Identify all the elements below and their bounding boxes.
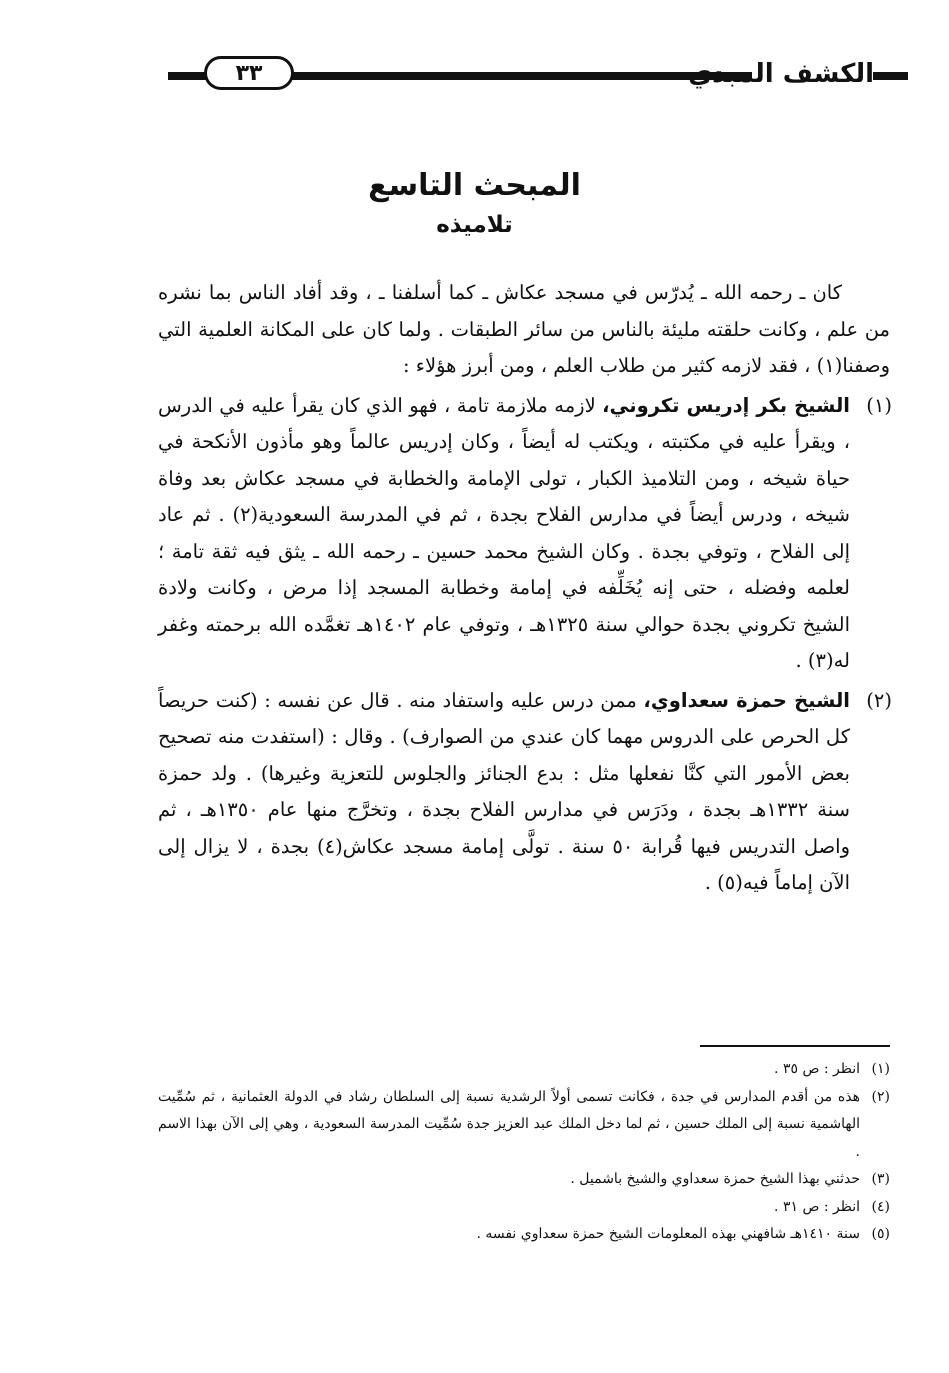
entry-number: (٢) bbox=[866, 688, 892, 712]
footnote-2 bbox=[158, 1084, 890, 1167]
section-title: المبحث التاسع bbox=[368, 168, 581, 203]
student-name: الشيخ بكر إدريس تكروني، bbox=[602, 393, 850, 417]
footnote-separator bbox=[700, 1045, 890, 1047]
footnote-text: هذه من أقدم المدارس في جدة ، فكانت تسمى أولاً الرشدية نسبة إلى السلطان رشاد في الدولة العثمانية ، ثم سُمِّيت الهاشمية نسبة إلى الملك حسين ، ثم لما دخل الملك عبد العزيز جدة سُمِّيت المدرسة السعودية ، وهي إلى الآن بهذا الاسم . bbox=[158, 1088, 860, 1160]
header-rule-middle bbox=[290, 72, 752, 80]
footnote-number: (٥) bbox=[871, 1226, 890, 1242]
entry-text: ممن درس عليه واستفاد منه . قال عن نفسه : (كنت حريصاً كل الحرص على الدروس مهما كان عندي من الصوارف) . وقال : (استفدت منه تصحيح بعض الأمور التي كنَّا نفعلها مثل : بدع الجنائز والجلوس للتعزية وغيرها) . ولد حمزة سنة ١٣٣٢هـ بجدة ، ودَرَس في مدارس الفلاح بجدة ، وتخرَّج منها عام ١٣٥٠هـ ، ثم واصل التدريس فيها قُرابة ٥٠ سنة . تولَّى إمامة مسجد عكاش(٤) بجدة ، لا يزال إلى الآن إماماً فيه(٥) . bbox=[158, 688, 850, 894]
section-subtitle: تلاميذه bbox=[436, 212, 513, 238]
entry-number: (١) bbox=[866, 393, 892, 417]
footnote-number: (٣) bbox=[871, 1171, 890, 1187]
footnote-number: (٤) bbox=[871, 1198, 890, 1215]
header-rule-right bbox=[873, 72, 908, 80]
footnote-4 bbox=[158, 1194, 890, 1222]
footnote-text: سنة ١٤١٠هـ شافهني بهذه المعلومات الشيخ حمزة سعداوي نفسه . bbox=[476, 1226, 860, 1242]
student-name: الشيخ حمزة سعداوي، bbox=[643, 688, 850, 712]
student-entry-1 bbox=[158, 388, 890, 680]
page-header bbox=[168, 52, 908, 96]
footnote-text: انظر : ص ٣١ . bbox=[774, 1198, 860, 1215]
student-entry-2 bbox=[158, 683, 890, 902]
footnote-number: (٢) bbox=[871, 1088, 890, 1105]
intro-paragraph: كان ـ رحمه الله ـ يُدرّس في مسجد عكاش ـ كما أسلفنا ـ ، وقد أفاد الناس بما نشره من علم ، وكانت حلقته مليئة بالناس من سائر الطبقات . ولما كان على المكانة العلمية التي وصفنا(١) ، فقد لازمه كثير من طلاب العلم ، ومن أبرز هؤلاء : bbox=[158, 281, 890, 377]
footnote-text: حدثني بهذا الشيخ حمزة سعداوي والشيخ باشميل . bbox=[570, 1171, 860, 1187]
header-rule-left bbox=[168, 72, 208, 80]
running-title: الكشف المبدي bbox=[688, 59, 874, 89]
footnote-number: (١) bbox=[871, 1061, 890, 1077]
page-number: ٣٣ bbox=[204, 56, 294, 90]
entry-text: لازمه ملازمة تامة ، فهو الذي كان يقرأ عليه في الدرس ، ويقرأ عليه في مكتبته ، ويكتب له أيضاً ، وكان إدريس عالماً وهو مأذون الأنكحة في حياة شيخه ، ومن التلاميذ الكبار ، تولى الإمامة والخطابة في مسجد عكاش بعد وفاة شيخه ، ودرس أيضاً في مدارس الفلاح بجدة ، ثم في المدرسة السعودية(٢) . ثم عاد إلى الفلاح ، وتوفي بجدة . وكان الشيخ محمد حسين ـ رحمه الله ـ يثق فيه ثقة تامة ؛ لعلمه وفضله ، حتى إنه يُخَلِّفه في إمامة وخطابة المسجد إذا مرض ، وكانت ولادة الشيخ تكروني بجدة حوالي سنة ١٣٢٥هـ ، وتوفي عام ١٤٠٢هـ تغمَّده الله برحمته وغفر له(٣) . bbox=[158, 393, 851, 672]
footnote-text: انظر : ص ٣٥ . bbox=[774, 1061, 860, 1077]
footnotes bbox=[158, 1056, 890, 1249]
footnote-5 bbox=[158, 1221, 890, 1249]
main-text bbox=[158, 275, 890, 902]
footnote-3 bbox=[158, 1166, 890, 1194]
footnote-1 bbox=[158, 1056, 890, 1084]
